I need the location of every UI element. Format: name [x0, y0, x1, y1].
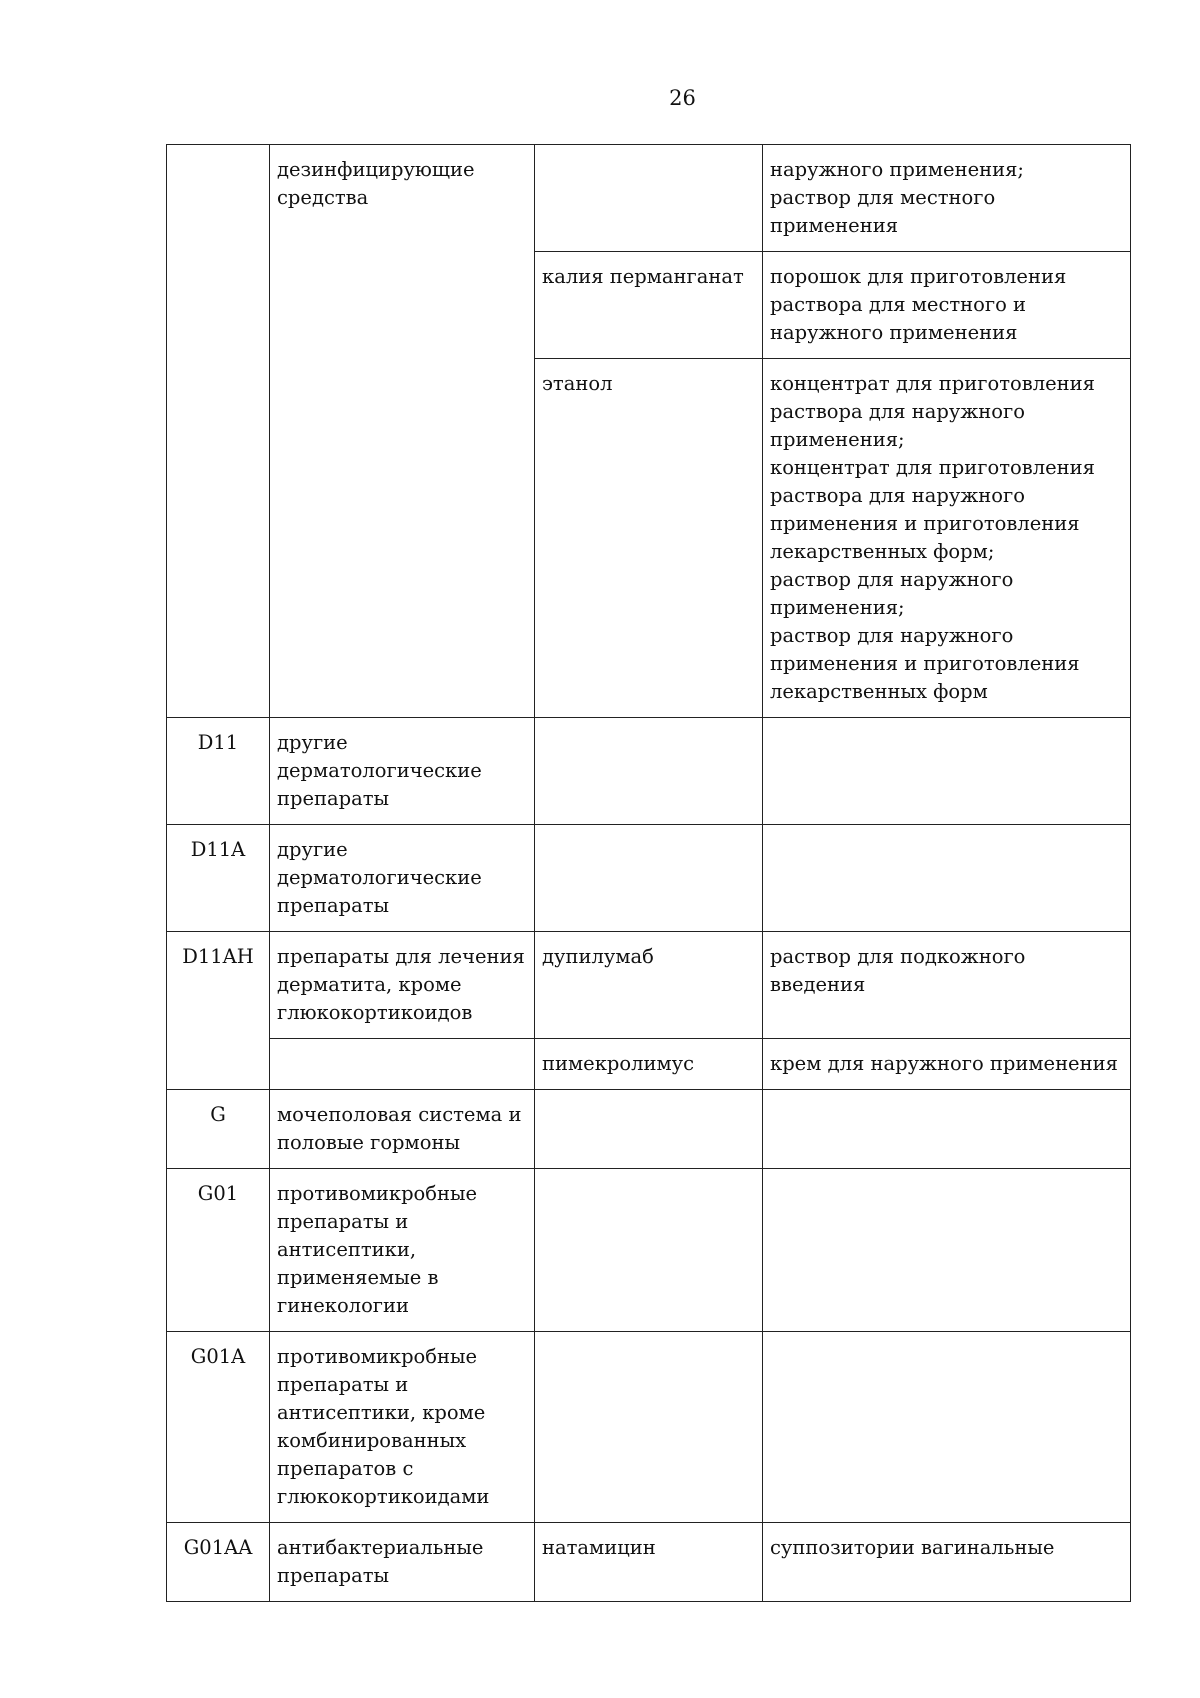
group-cell: мочеполовая система и половые гормоны — [270, 1090, 535, 1169]
page-number: 26 — [669, 86, 696, 110]
table-row — [167, 1332, 1131, 1523]
table-row — [167, 825, 1131, 932]
group-cell: другие дерматологические препараты — [270, 825, 535, 932]
drug-name-cell: дупилумаб — [535, 932, 763, 1039]
group-cell: противомикробные препараты и антисептики, применяемые в гинекологии — [270, 1169, 535, 1332]
drug-name-cell — [535, 718, 763, 825]
dosage-form-cell: наружного применения; раствор для местного применения — [763, 145, 1131, 252]
atc-code-cell: G01AA — [167, 1523, 270, 1602]
group-cell: противомикробные препараты и антисептики, кроме комбинированных препаратов с глюкокортикоидами — [270, 1332, 535, 1523]
atc-code-cell: D11A — [167, 825, 270, 932]
dosage-form-cell — [763, 825, 1131, 932]
drug-name-cell: калия перманганат — [535, 252, 763, 359]
table-row — [167, 1039, 1131, 1090]
dosage-form-cell: порошок для приготовления раствора для местного и наружного применения — [763, 252, 1131, 359]
dosage-form-cell — [763, 718, 1131, 825]
group-cell: дезинфицирующие средства — [270, 145, 535, 718]
group-cell: препараты для лечения дерматита, кроме глюкокортикоидов — [270, 932, 535, 1039]
drug-name-cell: этанол — [535, 359, 763, 718]
atc-code-cell: G — [167, 1090, 270, 1169]
dosage-form-cell — [763, 1090, 1131, 1169]
table-row — [167, 145, 1131, 252]
dosage-form-cell — [763, 1332, 1131, 1523]
drug-name-cell: натамицин — [535, 1523, 763, 1602]
drug-table — [166, 144, 1131, 1602]
drug-name-cell — [535, 1169, 763, 1332]
table-row — [167, 1523, 1131, 1602]
group-cell: другие дерматологические препараты — [270, 718, 535, 825]
atc-code-cell: G01 — [167, 1169, 270, 1332]
dosage-form-cell: раствор для подкожного введения — [763, 932, 1131, 1039]
drug-name-cell — [535, 1090, 763, 1169]
dosage-form-cell: суппозитории вагинальные — [763, 1523, 1131, 1602]
table-row — [167, 718, 1131, 825]
table-row — [167, 1169, 1131, 1332]
drug-name-cell: пимекролимус — [535, 1039, 763, 1090]
drug-name-cell — [535, 1332, 763, 1523]
dosage-form-cell: крем для наружного применения — [763, 1039, 1131, 1090]
dosage-form-cell — [763, 1169, 1131, 1332]
group-cell: антибактериальные препараты — [270, 1523, 535, 1602]
atc-code-cell — [167, 145, 270, 718]
drug-name-cell — [535, 145, 763, 252]
atc-code-cell: D11AH — [167, 932, 270, 1090]
atc-code-cell: D11 — [167, 718, 270, 825]
group-cell — [270, 1039, 535, 1090]
dosage-form-cell: концентрат для приготовления раствора для наружного применения; концентрат для приготовления раствора для наружного применения и приготовления лекарственных форм; раствор для наружного применения; раствор для наружного применения и приготовления лекарственных форм — [763, 359, 1131, 718]
drug-name-cell — [535, 825, 763, 932]
table-row — [167, 932, 1131, 1039]
atc-code-cell: G01A — [167, 1332, 270, 1523]
table-row — [167, 1090, 1131, 1169]
